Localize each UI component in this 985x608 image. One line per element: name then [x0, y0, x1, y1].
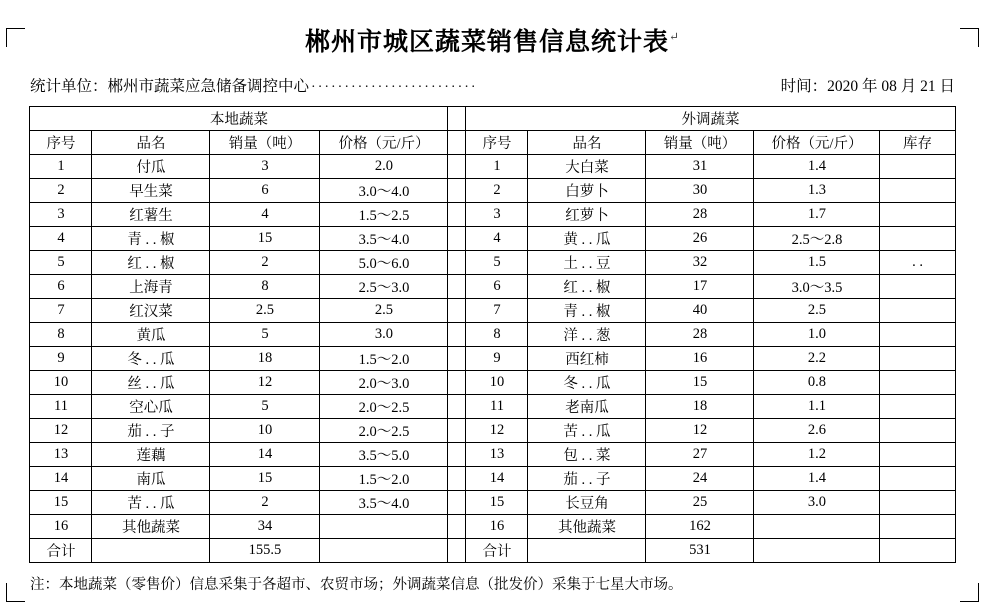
local-index: 8	[30, 323, 92, 347]
header-local-volume: 销量（吨）	[210, 131, 320, 155]
external-price: 1.2	[754, 443, 880, 467]
external-name: 西红柿	[528, 347, 646, 371]
local-volume: 15	[210, 227, 320, 251]
header-external-stock: 库存	[880, 131, 955, 155]
local-price: 2.5	[320, 299, 448, 323]
external-price: 3.0	[754, 491, 880, 515]
local-price: 5.0～6.0	[320, 251, 448, 275]
document-page	[0, 22, 985, 608]
local-index: 6	[30, 275, 92, 299]
column-gap	[448, 227, 466, 251]
external-index: 15	[466, 491, 528, 515]
column-gap	[448, 443, 466, 467]
local-name: 南瓜	[92, 467, 210, 491]
external-name: 黄 . . 瓜	[528, 227, 646, 251]
local-total-name	[92, 539, 210, 563]
local-index: 5	[30, 251, 92, 275]
external-stock	[880, 515, 955, 539]
external-volume: 31	[646, 155, 754, 179]
header-local-index: 序号	[30, 131, 92, 155]
external-name: 其他蔬菜	[528, 515, 646, 539]
external-volume: 17	[646, 275, 754, 299]
table-row	[30, 299, 955, 323]
table-row	[30, 323, 955, 347]
external-stock	[880, 323, 955, 347]
local-index: 7	[30, 299, 92, 323]
local-name: 红薯生	[92, 203, 210, 227]
external-index: 9	[466, 347, 528, 371]
external-name: 青 . . 椒	[528, 299, 646, 323]
external-stock	[880, 155, 955, 179]
local-price: 2.0	[320, 155, 448, 179]
table-body	[30, 107, 955, 563]
external-price: 1.4	[754, 155, 880, 179]
external-name: 白萝卜	[528, 179, 646, 203]
external-stock	[880, 299, 955, 323]
local-volume: 2	[210, 251, 320, 275]
column-gap	[448, 347, 466, 371]
external-name: 老南瓜	[528, 395, 646, 419]
local-price: 3.5～4.0	[320, 227, 448, 251]
table-row	[30, 371, 955, 395]
external-stock	[880, 491, 955, 515]
external-volume: 24	[646, 467, 754, 491]
local-volume: 5	[210, 323, 320, 347]
local-name: 付瓜	[92, 155, 210, 179]
local-price: 2.0～2.5	[320, 395, 448, 419]
external-name: 苦 . . 瓜	[528, 419, 646, 443]
external-name: 长豆角	[528, 491, 646, 515]
external-name: 茄 . . 子	[528, 467, 646, 491]
column-gap	[448, 275, 466, 299]
local-price	[320, 515, 448, 539]
local-index: 13	[30, 443, 92, 467]
local-name: 茄 . . 子	[92, 419, 210, 443]
external-price: 2.2	[754, 347, 880, 371]
local-name: 红汉菜	[92, 299, 210, 323]
statistics-unit-value: 郴州市蔬菜应急储备调控中心	[107, 78, 310, 95]
local-volume: 4	[210, 203, 320, 227]
local-index: 1	[30, 155, 92, 179]
external-total-volume: 531	[646, 539, 754, 563]
table-row	[30, 203, 955, 227]
external-price: 3.0～3.5	[754, 275, 880, 299]
external-name: 土 . . 豆	[528, 251, 646, 275]
external-price: 1.3	[754, 179, 880, 203]
external-name: 洋 . . 葱	[528, 323, 646, 347]
table-row	[30, 491, 955, 515]
external-index: 3	[466, 203, 528, 227]
local-name: 莲藕	[92, 443, 210, 467]
section-local-title: 本地蔬菜	[30, 107, 448, 131]
local-index: 14	[30, 467, 92, 491]
local-name: 其他蔬菜	[92, 515, 210, 539]
external-price: 2.5～2.8	[754, 227, 880, 251]
column-gap	[448, 491, 466, 515]
column-gap	[448, 395, 466, 419]
column-gap	[448, 323, 466, 347]
local-volume: 12	[210, 371, 320, 395]
header-local-price: 价格（元/斤）	[320, 131, 448, 155]
local-index: 12	[30, 419, 92, 443]
local-name: 红 . . 椒	[92, 251, 210, 275]
external-stock	[880, 179, 955, 203]
column-gap	[448, 371, 466, 395]
subheader	[30, 74, 955, 96]
external-index: 2	[466, 179, 528, 203]
external-price	[754, 515, 880, 539]
header-external-volume: 销量（吨）	[646, 131, 754, 155]
local-total-volume: 155.5	[210, 539, 320, 563]
table-row	[30, 467, 955, 491]
external-name: 大白菜	[528, 155, 646, 179]
external-price: 0.8	[754, 371, 880, 395]
external-volume: 18	[646, 395, 754, 419]
external-stock	[880, 419, 955, 443]
external-volume: 28	[646, 323, 754, 347]
local-total-price	[320, 539, 448, 563]
external-price: 1.0	[754, 323, 880, 347]
local-volume: 15	[210, 467, 320, 491]
local-name: 上海青	[92, 275, 210, 299]
header-local-name: 品名	[92, 131, 210, 155]
external-price: 1.4	[754, 467, 880, 491]
external-index: 10	[466, 371, 528, 395]
column-gap	[448, 299, 466, 323]
table-row	[30, 179, 955, 203]
external-price: 2.5	[754, 299, 880, 323]
column-gap	[448, 251, 466, 275]
local-price: 1.5～2.0	[320, 467, 448, 491]
section-external-title: 外调蔬菜	[466, 107, 955, 131]
local-volume: 5	[210, 395, 320, 419]
page-title-text: 郴州市城区蔬菜销售信息统计表	[304, 29, 669, 56]
local-index: 9	[30, 347, 92, 371]
table-row	[30, 275, 955, 299]
table-row	[30, 251, 955, 275]
external-volume: 162	[646, 515, 754, 539]
external-stock	[880, 443, 955, 467]
title-mark: ↵	[668, 29, 681, 44]
external-index: 8	[466, 323, 528, 347]
local-price: 3.0	[320, 323, 448, 347]
total-row	[30, 539, 955, 563]
external-stock	[880, 203, 955, 227]
external-volume: 28	[646, 203, 754, 227]
external-price: 1.1	[754, 395, 880, 419]
external-index: 16	[466, 515, 528, 539]
local-volume: 2	[210, 491, 320, 515]
external-total-label: 合计	[466, 539, 528, 563]
vegetable-sales-table	[29, 106, 955, 563]
external-stock	[880, 227, 955, 251]
header-external-index: 序号	[466, 131, 528, 155]
external-stock	[880, 347, 955, 371]
external-volume: 15	[646, 371, 754, 395]
external-name: 红萝卜	[528, 203, 646, 227]
column-gap	[448, 179, 466, 203]
external-name: 红 . . 椒	[528, 275, 646, 299]
crop-mark-top-left	[6, 28, 25, 47]
external-volume: 27	[646, 443, 754, 467]
local-price: 3.5～5.0	[320, 443, 448, 467]
table-row	[30, 419, 955, 443]
dot-leader: ·························	[311, 80, 478, 95]
external-index: 13	[466, 443, 528, 467]
crop-mark-top-right	[960, 28, 979, 47]
local-volume: 3	[210, 155, 320, 179]
external-price: 1.5	[754, 251, 880, 275]
header-external-price: 价格（元/斤）	[754, 131, 880, 155]
local-volume: 14	[210, 443, 320, 467]
local-volume: 18	[210, 347, 320, 371]
column-gap	[448, 203, 466, 227]
local-volume: 10	[210, 419, 320, 443]
external-stock	[880, 371, 955, 395]
external-index: 14	[466, 467, 528, 491]
date-label: 时间：	[780, 78, 828, 95]
column-gap	[448, 131, 466, 155]
external-price: 1.7	[754, 203, 880, 227]
table-row	[30, 443, 955, 467]
local-index: 11	[30, 395, 92, 419]
local-total-label: 合计	[30, 539, 92, 563]
external-index: 1	[466, 155, 528, 179]
local-price: 3.5～4.0	[320, 491, 448, 515]
external-stock: . .	[880, 251, 955, 275]
date-value: 2020 年 08 月 21 日	[827, 78, 955, 95]
external-index: 7	[466, 299, 528, 323]
column-gap	[448, 107, 466, 131]
external-name: 包 . . 菜	[528, 443, 646, 467]
local-name: 空心瓜	[92, 395, 210, 419]
table-row	[30, 395, 955, 419]
footnote: 注：本地蔬菜（零售价）信息采集于各超市、农贸市场；外调蔬菜信息（批发价）采集于七星大市场。	[30, 577, 683, 593]
local-index: 10	[30, 371, 92, 395]
column-gap	[448, 467, 466, 491]
external-volume: 32	[646, 251, 754, 275]
local-index: 16	[30, 515, 92, 539]
local-volume: 8	[210, 275, 320, 299]
local-index: 4	[30, 227, 92, 251]
statistics-unit-label: 统计单位：	[30, 78, 108, 95]
local-price: 1.5～2.0	[320, 347, 448, 371]
local-price: 3.0～4.0	[320, 179, 448, 203]
external-index: 5	[466, 251, 528, 275]
external-volume: 25	[646, 491, 754, 515]
local-name: 黄瓜	[92, 323, 210, 347]
external-total-stock	[880, 539, 955, 563]
table-row	[30, 227, 955, 251]
local-price: 2.0～2.5	[320, 419, 448, 443]
external-total-price	[754, 539, 880, 563]
local-volume: 2.5	[210, 299, 320, 323]
external-index: 6	[466, 275, 528, 299]
external-volume: 12	[646, 419, 754, 443]
external-volume: 30	[646, 179, 754, 203]
local-name: 早生菜	[92, 179, 210, 203]
local-price: 1.5～2.5	[320, 203, 448, 227]
external-total-name	[528, 539, 646, 563]
page-title	[0, 22, 985, 58]
external-index: 12	[466, 419, 528, 443]
column-header-row	[30, 131, 955, 155]
external-stock	[880, 275, 955, 299]
column-gap	[448, 419, 466, 443]
external-volume: 26	[646, 227, 754, 251]
external-index: 4	[466, 227, 528, 251]
external-volume: 40	[646, 299, 754, 323]
local-name: 丝 . . 瓜	[92, 371, 210, 395]
local-name: 冬 . . 瓜	[92, 347, 210, 371]
external-price: 2.6	[754, 419, 880, 443]
external-stock	[880, 395, 955, 419]
local-name: 青 . . 椒	[92, 227, 210, 251]
local-index: 3	[30, 203, 92, 227]
external-volume: 16	[646, 347, 754, 371]
column-gap	[448, 155, 466, 179]
local-price: 2.5～3.0	[320, 275, 448, 299]
local-volume: 34	[210, 515, 320, 539]
external-stock	[880, 467, 955, 491]
external-index: 11	[466, 395, 528, 419]
table-row	[30, 347, 955, 371]
local-name: 苦 . . 瓜	[92, 491, 210, 515]
section-header-row	[30, 107, 955, 131]
local-index: 15	[30, 491, 92, 515]
table-row	[30, 155, 955, 179]
table-row	[30, 515, 955, 539]
local-volume: 6	[210, 179, 320, 203]
column-gap	[448, 539, 466, 563]
local-price: 2.0～3.0	[320, 371, 448, 395]
header-external-name: 品名	[528, 131, 646, 155]
column-gap	[448, 515, 466, 539]
local-index: 2	[30, 179, 92, 203]
external-name: 冬 . . 瓜	[528, 371, 646, 395]
